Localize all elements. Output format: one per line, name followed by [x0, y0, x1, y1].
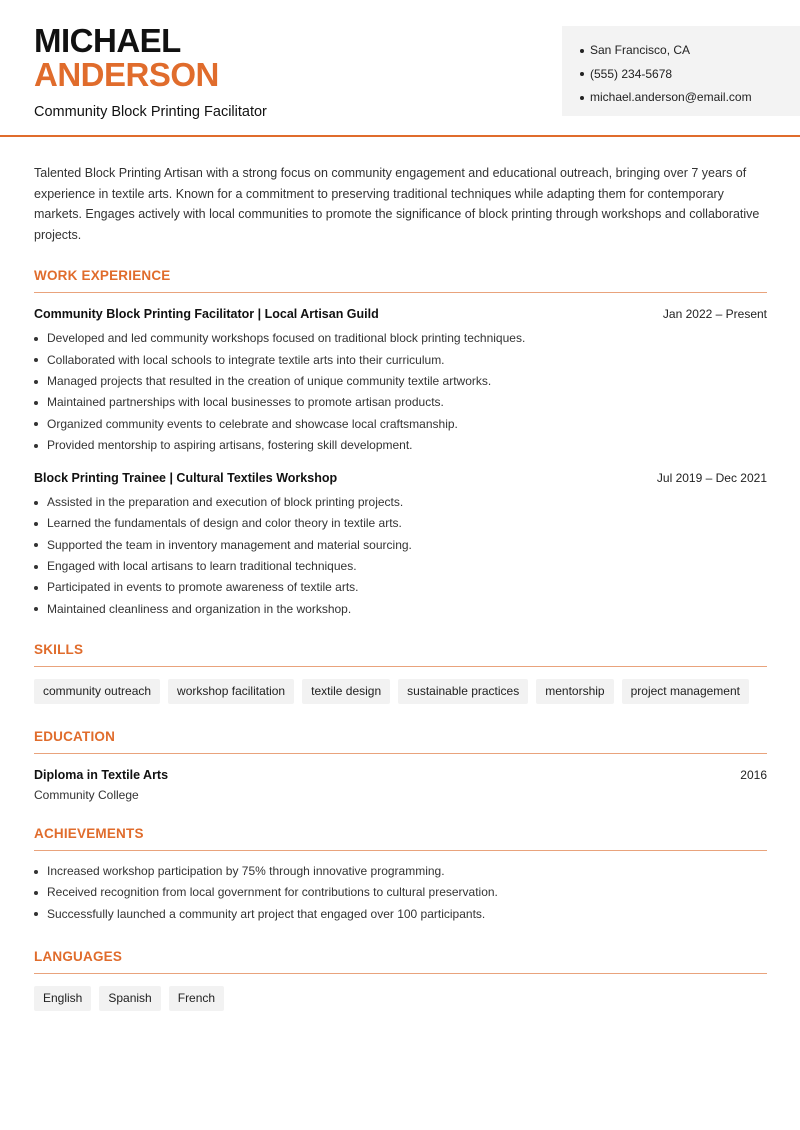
list-item	[34, 513, 767, 534]
bullet-icon	[34, 891, 38, 895]
bullet-icon	[34, 380, 38, 384]
job-entry	[34, 307, 767, 456]
languages-section-title: LANGUAGES	[34, 949, 767, 974]
skill-tag: community outreach	[34, 679, 160, 704]
list-item-text: Increased workshop participation by 75% through innovative programming.	[47, 863, 445, 878]
list-item	[34, 435, 767, 456]
bullet-icon	[580, 72, 584, 76]
list-item-text: Managed projects that resulted in the creation of unique community textile artworks.	[47, 373, 492, 388]
contact-location	[580, 39, 800, 63]
list-item-text: Assisted in the preparation and execution of block printing projects.	[47, 495, 404, 510]
job-title: Community Block Printing Facilitator	[34, 104, 267, 120]
contact-phone	[580, 63, 800, 87]
languages-section	[34, 949, 767, 1011]
education-section-title: EDUCATION	[34, 729, 767, 754]
list-item-text: Developed and led community workshops focused on traditional block printing techniques.	[47, 331, 526, 346]
contact-email-text: michael.anderson@email.com	[590, 90, 752, 104]
resume-header	[0, 0, 800, 137]
job-role: Block Printing Trainee | Cultural Textiles Workshop	[34, 471, 338, 486]
bullet-icon	[34, 912, 38, 916]
list-item	[34, 492, 767, 513]
skills-section-title: SKILLS	[34, 642, 767, 667]
bullet-icon	[34, 401, 38, 405]
bullet-icon	[580, 96, 584, 100]
language-tag: Spanish	[99, 986, 160, 1011]
job-entry	[34, 471, 767, 620]
contact-email	[580, 86, 800, 110]
skill-tag: textile design	[302, 679, 390, 704]
first-name: MICHAEL	[34, 22, 181, 59]
bullet-icon	[34, 358, 38, 362]
list-item	[34, 328, 767, 349]
achievements-list	[34, 861, 767, 925]
education-school: Community College	[34, 787, 139, 802]
bullet-icon	[34, 607, 38, 611]
bullet-icon	[34, 870, 38, 874]
bullet-icon	[34, 444, 38, 448]
list-item	[34, 535, 767, 556]
list-item-text: Participated in events to promote awareness of textile arts.	[47, 580, 359, 595]
job-dates: Jan 2022 – Present	[662, 307, 767, 322]
list-item	[34, 861, 767, 882]
contact-phone-text: (555) 234-5678	[590, 66, 673, 81]
education-section	[34, 729, 767, 802]
list-item-text: Provided mentorship to aspiring artisans, fostering skill development.	[47, 437, 413, 452]
list-item-text: Maintained cleanliness and organization in the workshop.	[47, 601, 352, 616]
name-block	[34, 24, 267, 120]
job-bullets	[34, 492, 767, 620]
skill-tag: workshop facilitation	[168, 679, 294, 704]
last-name: ANDERSON	[34, 56, 219, 93]
bullet-icon	[34, 422, 38, 426]
list-item-text: Learned the fundamentals of design and color theory in textile arts.	[47, 516, 402, 531]
education-degree: Diploma in Textile Arts	[34, 767, 169, 782]
languages-tags	[34, 986, 767, 1011]
list-item	[34, 371, 767, 392]
summary-text: Talented Block Printing Artisan with a strong focus on community engagement and educational outreach, bringing over 7 years of experience in textile arts. Known for a commitment to preserving traditional techniques while adapting them for contemporary markets. Engages actively with local communities to promote the significance of block printing through workshops and collaborative projects.	[34, 166, 760, 242]
language-tag: French	[169, 986, 224, 1011]
job-dates: Jul 2019 – Dec 2021	[656, 471, 767, 486]
list-item-text: Successfully launched a community art project that engaged over 100 participants.	[47, 906, 486, 921]
list-item	[34, 392, 767, 413]
contact-location-text: San Francisco, CA	[590, 43, 691, 57]
skills-tags	[34, 679, 767, 704]
list-item	[34, 414, 767, 435]
bullet-icon	[34, 543, 38, 547]
list-item	[34, 599, 767, 620]
bullet-icon	[34, 586, 38, 590]
list-item-text: Maintained partnerships with local businesses to promote artisan products.	[47, 395, 444, 410]
bullet-icon	[34, 565, 38, 569]
list-item	[34, 882, 767, 903]
list-item	[34, 577, 767, 598]
list-item-text: Received recognition from local government for contributions to cultural preservation.	[47, 885, 498, 900]
skills-section	[34, 642, 767, 704]
skill-tag: sustainable practices	[398, 679, 528, 704]
education-year: 2016	[740, 767, 767, 782]
list-item-text: Supported the team in inventory management and material sourcing.	[47, 537, 412, 552]
bullet-icon	[580, 49, 584, 53]
work-section	[34, 268, 767, 620]
list-item	[34, 350, 767, 371]
contact-box	[562, 26, 800, 116]
achievements-section	[34, 826, 767, 925]
list-item-text: Engaged with local artisans to learn traditional techniques.	[47, 559, 357, 574]
work-section-title: WORK EXPERIENCE	[34, 268, 767, 293]
job-role: Community Block Printing Facilitator | Local Artisan Guild	[34, 307, 379, 322]
list-item-text: Organized community events to celebrate and showcase local craftsmanship.	[47, 416, 458, 431]
bullet-icon	[34, 522, 38, 526]
list-item	[34, 556, 767, 577]
achievements-section-title: ACHIEVEMENTS	[34, 826, 767, 851]
list-item-text: Collaborated with local schools to integrate textile arts into their curriculum.	[47, 352, 445, 367]
resume-body	[34, 163, 767, 1011]
skill-tag: mentorship	[536, 679, 613, 704]
bullet-icon	[34, 337, 38, 341]
bullet-icon	[34, 501, 38, 505]
skill-tag: project management	[622, 679, 749, 704]
list-item	[34, 904, 767, 925]
language-tag: English	[34, 986, 91, 1011]
job-bullets	[34, 328, 767, 456]
